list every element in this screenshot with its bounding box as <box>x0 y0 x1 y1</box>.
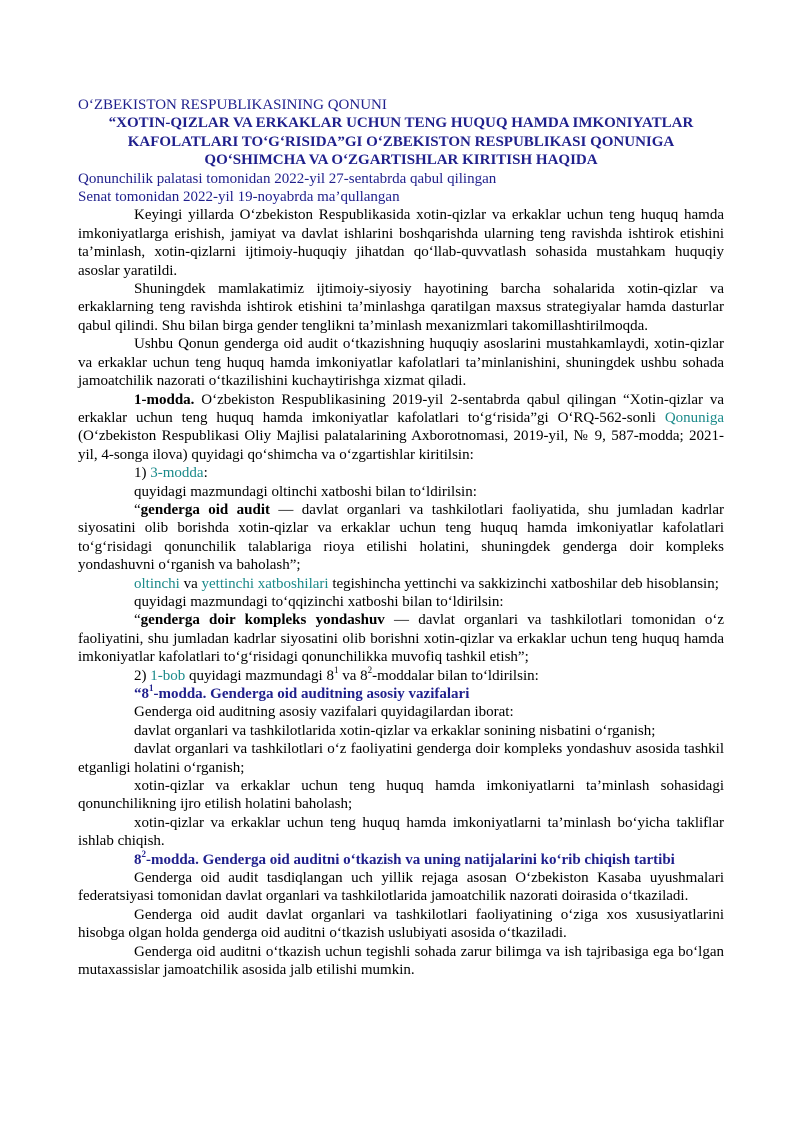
definition-complex-approach <box>78 611 724 666</box>
add-ninth-paragraph-instruction: quyidagi mazmundagi to‘qqizinchi xatboshi bilan to‘ldirilsin: <box>134 593 504 610</box>
article-1-label: 1-modda. <box>134 391 195 408</box>
law-type-heading: O‘ZBEKISTON RESPUBLIKASINING QONUNI <box>78 97 387 113</box>
task-item-4: xotin-qizlar va erkaklar uchun teng huquq hamda imkoniyatlarni ta’minlash bo‘yicha takliflar ishlab chiqish. <box>78 814 724 850</box>
chapter-1-link[interactable]: 1-bob <box>150 667 186 684</box>
article-1-text-a: O‘zbekiston Respublikasining 2019-yil 2-sentabrda qabul qilingan “Xotin-qizlar va erkaklar uchun teng huquq hamda imkoniyatlar kafolatlari to‘g‘risida”gi O‘RQ-562-sonli <box>78 391 724 426</box>
item-1-number: 1) <box>134 465 151 482</box>
article-1-paragraph <box>78 391 724 465</box>
article-8-2-title: -modda. Genderga oid auditni o‘tkazish va uning natijalarini ko‘rib chiqish tartibi <box>146 851 675 868</box>
article-8-1-heading <box>78 685 724 703</box>
article-8-1-intro: Genderga oid auditning asosiy vazifalari quyidagilardan iborat: <box>134 704 514 721</box>
definition-gender-audit-text: — davlat organlari va tashkilotlari faoliyatida, shu jumladan kadrlar siyosatini olib borishda xotin-qizlar va erkaklar uchun teng huquq hamda imkoniyatlar kafolatlari to‘g‘risidagi qonunchilik talablariga rioya etilishi holatini, shuningdek genderga doir kompleks yondashuvni o‘rganish va baholash”; <box>78 501 724 574</box>
definition-complex-approach-text: — davlat organlari va tashkilotlari tomonidan o‘z faoliyatini, shu jumladan kadrlar siyosatini olib borishni xotin-qizlar va erkaklar uchun teng huquq hamda imkoniyatlar kafolatlari to‘g‘risidagi qonunchilikka muvofiq tashkil etish”; <box>78 612 724 666</box>
item-2-sup-2: 2 <box>367 664 373 675</box>
article-3-link[interactable]: 3-modda <box>150 465 204 482</box>
article-8-1-title: -modda. Genderga oid auditning asosiy vazifalari <box>153 686 470 702</box>
document-body <box>78 96 724 980</box>
seventh-paragraph-link[interactable]: yettinchi xatboshilari <box>201 575 329 592</box>
item-2-text-b: va 8 <box>338 667 368 684</box>
law-title-line-3: QO‘SHIMCHA VA O‘ZGARTISHLAR KIRITISH HAQIDA <box>204 152 598 169</box>
item-2-text-a: quyidagi mazmundagi 8 <box>185 667 334 684</box>
article-8-1-sup: 1 <box>149 683 154 693</box>
law-title-line-1: “XOTIN-QIZLAR VA ERKAKLAR UCHUN TENG HUQUQ HAMDA IMKONIYATLAR <box>108 115 694 132</box>
renumber-paragraph <box>78 575 724 593</box>
definition-gender-audit <box>78 501 724 575</box>
article-8-2-paragraph-2: Genderga oid audit davlat organlari va tashkilotlari faoliyatining o‘ziga xos xususiyatlarini hisobga olgan holda genderga oid auditni o‘tkazish uslubiyati asosida o‘tkaziladi. <box>78 906 724 942</box>
article-8-2-sup: 2 <box>141 848 146 859</box>
law-link[interactable]: Qonuniga <box>664 409 724 426</box>
task-item-3: xotin-qizlar va erkaklar uchun teng huquq hamda imkoniyatlarni ta’minlash sohasidagi qonunchilikning ijro etilish holatini baholash; <box>78 778 724 813</box>
task-item-2: davlat organlari va tashkilotlari o‘z faoliyatini genderga doir kompleks yondashuv asosida tashkil etganligi holatini o‘rganish; <box>78 741 724 776</box>
preamble-paragraph-2: Shuningdek mamlakatimiz ijtimoiy-siyosiy hayotining barcha sohalarida xotin-qizlar va erkaklarning teng ravishda ishtirok etishini ta’minlashga qaratilgan maxsus strategiyalar hamda dasturlar qabul qilindi. Shu bilan birga gender tenglikni ta’minlash mexanizmlari takomillashtirilmoqda. <box>78 281 724 334</box>
task-item-1: davlat organlari va tashkilotlarida xotin-qizlar va erkaklar sonining nisbatini o‘rganish; <box>134 722 656 739</box>
article-8-1-number: “8 <box>134 686 149 702</box>
item-2 <box>78 664 724 685</box>
conjunction-va: va <box>179 575 202 592</box>
quote-open: “ <box>134 501 141 518</box>
item-1-colon: : <box>203 465 208 482</box>
senate-approval-date: Senat tomonidan 2022-yil 19-noyabrda ma’qullangan <box>78 189 400 206</box>
quote-open-2: “ <box>134 612 141 629</box>
article-1-text-b: (O‘zbekiston Respublikasi Oliy Majlisi palatalarining Axborotnomasi, 2019-yil, № 9, 587-modda; 2021-yil, 4-songa ilova) quyidagi qo‘shimcha va o‘zgartishlar kiritilsin: <box>78 428 724 463</box>
preamble-paragraph-3: Ushbu Qonun genderga oid audit o‘tkazishning huquqiy asoslarini mustahkamlaydi, xotin-qizlar va erkaklar uchun teng huquq hamda imkoniyatlar kafolatlari ta’minlanishini, shuningdek ushbu sohada jamoatchilik nazorati o‘tkazilishini kuchaytirishga xizmat qiladi. <box>78 336 724 390</box>
item-2-sup-1: 1 <box>333 664 339 675</box>
term-gender-audit: genderga oid audit <box>140 501 270 518</box>
item-2-number: 2) <box>134 667 151 684</box>
term-complex-approach: genderga doir kompleks yondashuv <box>140 612 385 629</box>
sixth-paragraph-link[interactable]: oltinchi <box>134 575 180 592</box>
item-2-text-c: -moddalar bilan to‘ldirilsin: <box>372 667 539 684</box>
renumber-text: tegishincha yettinchi va sakkizinchi xatboshilar deb hisoblansin; <box>328 575 719 592</box>
law-title-line-2: KAFOLATLARI TO‘G‘RISIDA”GI O‘ZBEKISTON RESPUBLIKASI QONUNIGA <box>127 133 675 150</box>
article-8-2-paragraph-3: Genderga oid auditni o‘tkazish uchun tegishli sohada zarur bilimga va ish tajribasiga ega bo‘lgan mutaxassislar jamoatchilik asosida jalb etilishi mumkin. <box>78 943 724 979</box>
adoption-date: Qonunchilik palatasi tomonidan 2022-yil 27-sentabrda qabul qilingan <box>78 170 497 187</box>
item-1 <box>78 464 724 482</box>
add-paragraph-instruction: quyidagi mazmundagi oltinchi xatboshi bilan to‘ldirilsin: <box>134 483 477 500</box>
article-8-2-number: 8 <box>134 851 142 868</box>
article-8-2-heading <box>78 848 724 869</box>
preamble-paragraph-1: Keyingi yillarda O‘zbekiston Respublikasida xotin-qizlar va erkaklar uchun teng huquq hamda imkoniyatlarga erishish, jamiyat va davlat ishlarini boshqarishda ularning teng ravishda ishtirok etishini ta’minlash, xotin-qizlarni ijtimoiy-huquqiy jihatdan qo‘llab-quvvatlash sohasida mustahkam huquqiy asoslar yaratildi. <box>78 207 724 279</box>
article-8-2-paragraph-1: Genderga oid audit tasdiqlangan uch yillik rejaga asosan O‘zbekiston Kasaba uyushmalari federatsiyasi tomonidan davlat organlari va tashkilotlarida jamoatchilik nazorati doirasida o‘tkaziladi. <box>78 870 724 905</box>
